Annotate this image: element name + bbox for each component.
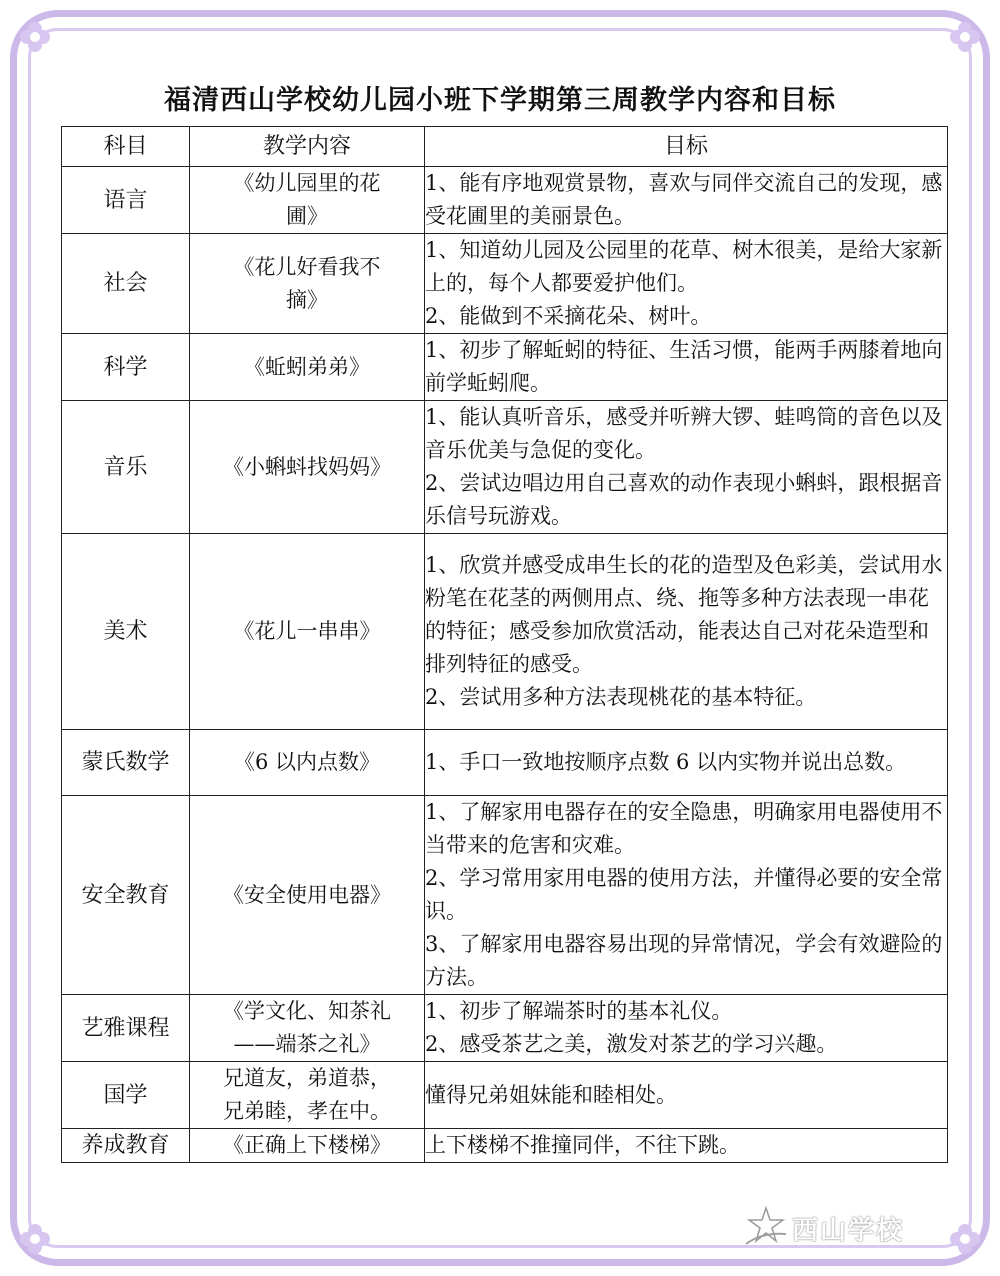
table-row bbox=[62, 1129, 948, 1163]
content-line: 圃》 bbox=[286, 204, 328, 228]
goal-cell bbox=[425, 1129, 948, 1163]
goal-item: 1、欣赏并感受成串生长的花的造型及色彩美，尝试用水粉笔在花茎的两侧用点、绕、拖等多种方法表现一串花的特征；感受参加欣赏活动，能表达自己对花朵造型和排列特征的感受。 bbox=[425, 553, 943, 676]
goal-item: 1、能认真听音乐，感受并听辨大锣、蛙鸣筒的音色以及音乐优美与急促的变化。 bbox=[425, 405, 943, 462]
goal-item: 1、初步了解端茶时的基本礼仪。 bbox=[425, 999, 733, 1023]
table-row bbox=[62, 234, 948, 334]
page-title: 福清西山学校幼儿园小班下学期第三周教学内容和目标 bbox=[164, 85, 836, 116]
content-line: 《正确上下楼梯》 bbox=[223, 1133, 391, 1157]
goal-cell bbox=[425, 401, 948, 534]
subject-cell: 语言 bbox=[62, 167, 190, 234]
goal-item: 上下楼梯不推撞同伴，不往下跳。 bbox=[425, 1133, 740, 1157]
column-header-content: 教学内容 bbox=[190, 127, 425, 167]
subject-cell: 蒙氏数学 bbox=[62, 730, 190, 796]
content-line: 摘》 bbox=[286, 287, 328, 312]
content-line: 《学文化、知茶礼 bbox=[223, 999, 391, 1023]
table-row bbox=[62, 1062, 948, 1129]
goal-item: 1、知道幼儿园及公园里的花草、树木很美，是给大家新上的，每个人都要爱护他们。 bbox=[425, 238, 943, 295]
table-header-row bbox=[62, 127, 948, 167]
content-cell bbox=[190, 334, 425, 401]
goal-cell bbox=[425, 995, 948, 1062]
content-cell bbox=[190, 534, 425, 730]
content-line: 《6 以内点数》 bbox=[233, 750, 381, 774]
content-line: 《花儿一串串》 bbox=[233, 619, 381, 643]
goal-cell bbox=[425, 534, 948, 730]
column-header-goal: 目标 bbox=[425, 127, 948, 167]
subject-cell: 音乐 bbox=[62, 401, 190, 534]
content-cell bbox=[190, 167, 425, 234]
goal-cell bbox=[425, 796, 948, 995]
flower-icon bbox=[948, 1222, 982, 1256]
subject-cell: 养成教育 bbox=[62, 1129, 190, 1163]
goal-item: 2、尝试用多种方法表现桃花的基本特征。 bbox=[425, 685, 817, 709]
subject-cell: 社会 bbox=[62, 234, 190, 334]
goal-cell bbox=[425, 730, 948, 796]
flower-icon bbox=[18, 20, 52, 54]
goal-item: 3、了解家用电器容易出现的异常情况，学会有效避险的方法。 bbox=[425, 932, 943, 989]
content-line: 《花儿好看我不 bbox=[233, 254, 381, 279]
content-line: 《幼儿园里的花 bbox=[233, 171, 381, 195]
column-header-subject: 科目 bbox=[62, 127, 190, 167]
table-row bbox=[62, 401, 948, 534]
table-row bbox=[62, 534, 948, 730]
flower-icon bbox=[948, 20, 982, 54]
goal-item: 1、手口一致地按顺序点数 6 以内实物并说出总数。 bbox=[425, 750, 907, 774]
table-body bbox=[62, 167, 948, 1163]
content-cell bbox=[190, 730, 425, 796]
content-line: 兄道友，弟道恭， bbox=[223, 1066, 391, 1090]
content-line: 兄弟睦，孝在中。 bbox=[223, 1099, 391, 1123]
content-cell bbox=[190, 1062, 425, 1129]
subject-cell: 国学 bbox=[62, 1062, 190, 1129]
goal-cell bbox=[425, 234, 948, 334]
subject-cell: 科学 bbox=[62, 334, 190, 401]
content-cell bbox=[190, 1129, 425, 1163]
goal-item: 2、尝试边唱边用自己喜欢的动作表现小蝌蚪，跟根据音乐信号玩游戏。 bbox=[425, 471, 943, 528]
table-row bbox=[62, 334, 948, 401]
content-line: 《安全使用电器》 bbox=[223, 882, 391, 907]
goal-item: 1、了解家用电器存在的安全隐患，明确家用电器使用不当带来的危害和灾难。 bbox=[425, 800, 943, 857]
goal-item: 2、感受茶艺之美，激发对茶艺的学习兴趣。 bbox=[425, 1032, 838, 1056]
content-line: 《蚯蚓弟弟》 bbox=[244, 354, 370, 379]
goal-item: 1、能有序地观赏景物，喜欢与同伴交流自己的发现，感受花圃里的美丽景色。 bbox=[425, 171, 943, 228]
goal-cell bbox=[425, 167, 948, 234]
lesson-table bbox=[61, 126, 948, 1163]
subject-cell: 美术 bbox=[62, 534, 190, 730]
watermark bbox=[742, 1204, 942, 1248]
table-row bbox=[62, 796, 948, 995]
flower-icon bbox=[18, 1222, 52, 1256]
table-row bbox=[62, 730, 948, 796]
goal-cell bbox=[425, 334, 948, 401]
goal-item: 2、学习常用家用电器的使用方法，并懂得必要的安全常识。 bbox=[425, 866, 943, 923]
school-logo-icon bbox=[742, 1204, 790, 1248]
content-line: ——端茶之礼》 bbox=[233, 1032, 381, 1056]
content-cell bbox=[190, 401, 425, 534]
table-row bbox=[62, 167, 948, 234]
content-cell bbox=[190, 995, 425, 1062]
content-cell bbox=[190, 796, 425, 995]
goal-item: 1、初步了解蚯蚓的特征、生活习惯，能两手两膝着地向前学蚯蚓爬。 bbox=[425, 338, 943, 395]
goal-item: 2、能做到不采摘花朵、树叶。 bbox=[425, 304, 712, 328]
subject-cell: 艺雅课程 bbox=[62, 995, 190, 1062]
table-row bbox=[62, 995, 948, 1062]
goal-item: 懂得兄弟姐妹能和睦相处。 bbox=[425, 1082, 677, 1107]
goal-cell bbox=[425, 1062, 948, 1129]
subject-cell: 安全教育 bbox=[62, 796, 190, 995]
watermark-text: 西山学校 bbox=[792, 1216, 905, 1246]
content-cell bbox=[190, 234, 425, 334]
content-line: 《小蝌蚪找妈妈》 bbox=[223, 454, 391, 479]
